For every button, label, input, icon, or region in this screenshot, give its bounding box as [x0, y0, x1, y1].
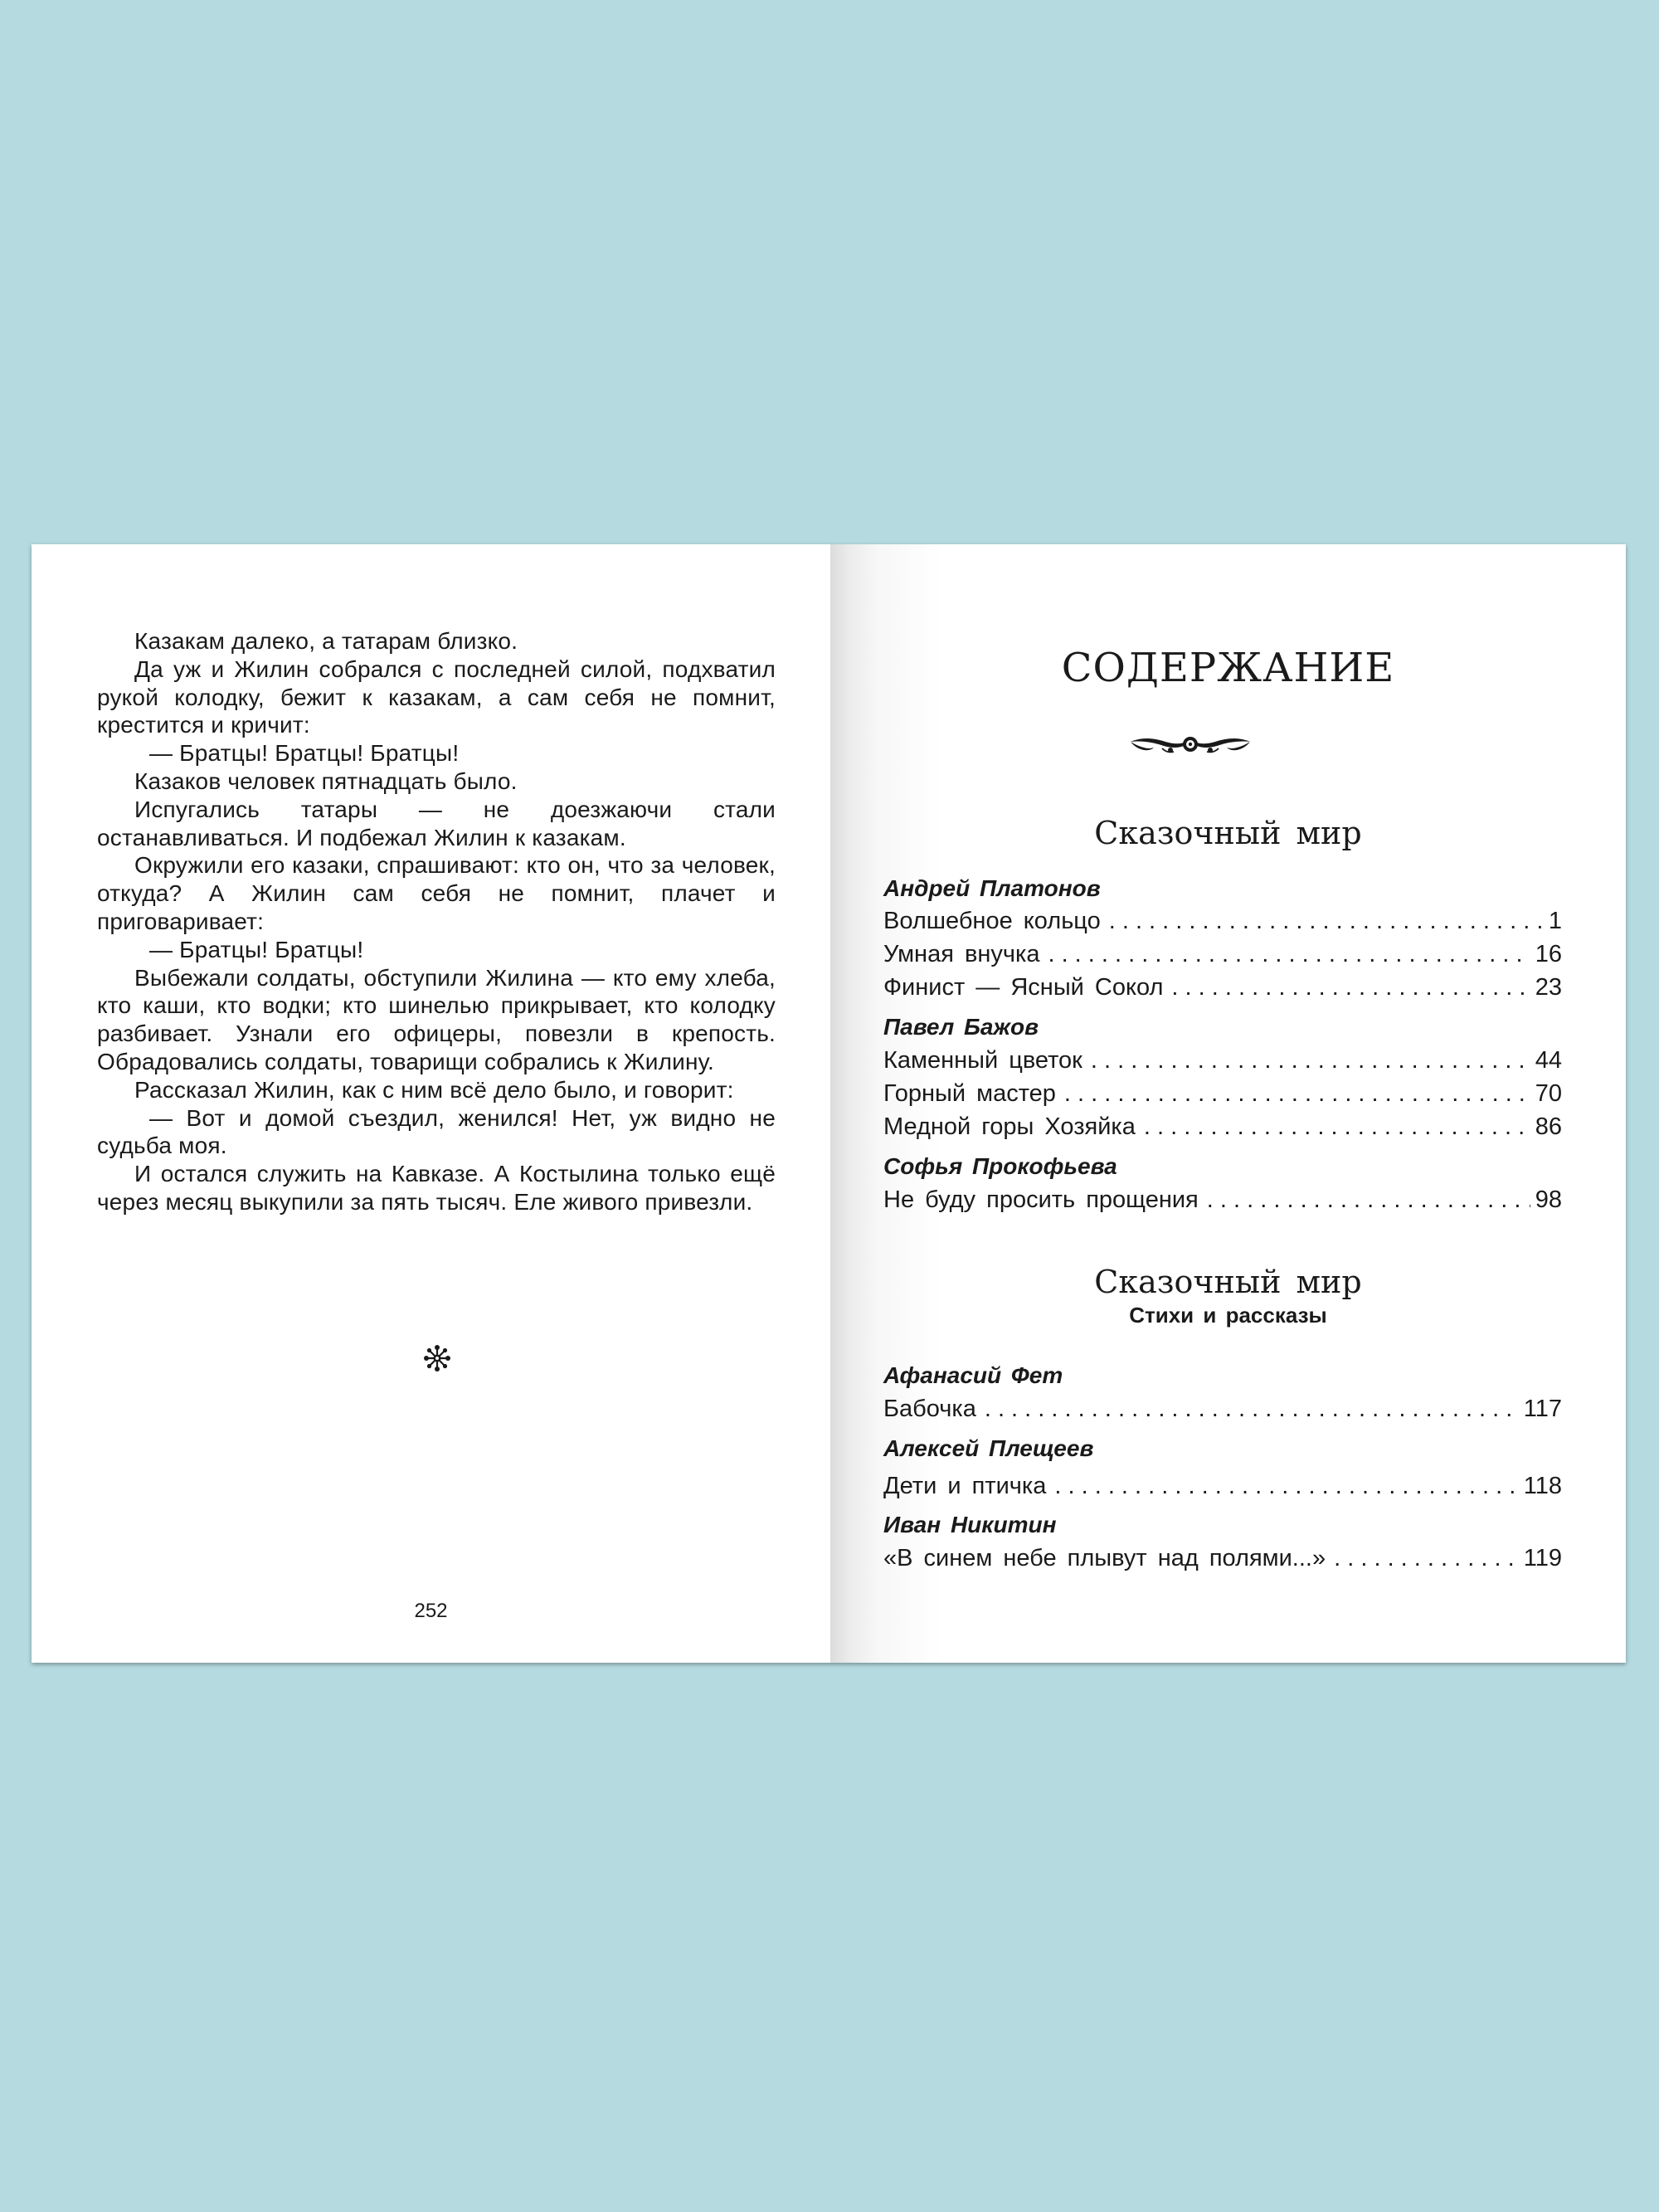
toc-entry[interactable]: [883, 1186, 1562, 1214]
toc-entry-leader: [1064, 1080, 1530, 1108]
toc-entry-title: «В синем небе плывут над полями...»: [883, 1545, 1326, 1571]
story-paragraph: Испугались татары — не доезжаючи стали останавливаться. И подбежал Жилин к казакам.: [97, 796, 776, 850]
toc-entry[interactable]: [883, 1080, 1562, 1108]
toc-entry-page: 1: [1548, 908, 1562, 934]
story-paragraph: — Братцы! Братцы! Братцы!: [149, 740, 460, 767]
toc-entry-title: Финист — Ясный Сокол: [883, 974, 1164, 1001]
toc-title: СОДЕРЖАНИЕ: [1061, 645, 1395, 691]
toc-entry-title: Медной горы Хозяйка: [883, 1113, 1136, 1140]
story-paragraph: Казакам далеко, а татарам близко.: [134, 628, 518, 654]
toc-entry-page: 117: [1523, 1396, 1562, 1422]
toc-entry[interactable]: [883, 941, 1562, 968]
toc-entry-page: 23: [1535, 974, 1562, 1001]
toc-entry-page: 118: [1523, 1473, 1562, 1499]
story-paragraph: — Вот и домой съездил, женился! Нет, уж видно не судьба моя.: [97, 1104, 776, 1159]
author-name: Андрей Платонов: [883, 875, 1101, 901]
story-paragraph: Казаков человек пятнадцать было.: [134, 767, 518, 794]
toc-entry-title: Бабочка: [883, 1396, 976, 1422]
scroll-ornament-icon: [1129, 732, 1252, 757]
story-paragraph: Да уж и Жилин собрался с последней силой, подхватил рукой колодку, бежит к казакам, а сам себя не помнит, крестится и кричит:: [97, 655, 776, 738]
toc-entry[interactable]: [883, 974, 1562, 1001]
author-name: Павел Бажов: [883, 1014, 1039, 1040]
left-page: [32, 544, 830, 1663]
toc-entry-page: 98: [1535, 1186, 1562, 1213]
toc-entry[interactable]: [883, 1473, 1562, 1500]
story-paragraph: Рассказал Жилин, как с ним всё дело было, и говорит:: [134, 1076, 734, 1103]
section-subtitle: Стихи и рассказы: [1129, 1303, 1327, 1328]
author-name: Софья Прокофьева: [883, 1153, 1117, 1179]
toc-entry-leader: [1091, 1047, 1530, 1074]
toc-entry-page: 16: [1535, 941, 1562, 967]
toc-entry-leader: [1048, 941, 1530, 968]
toc-entry-page: 44: [1535, 1047, 1562, 1074]
toc-entry-title: Волшебное кольцо: [883, 908, 1101, 934]
toc-entry-leader: [1171, 974, 1530, 1001]
right-page: [830, 544, 1626, 1663]
story-paragraph: Выбежали солдаты, обступили Жилина — кто ему хлеба, кто каши, кто водки; кто шинелью прикрывает, кто колодку разбивает. Узнали его офицеры, повезли в крепость. Обрадовались солдаты, товарищи собрались к Жилину.: [97, 964, 776, 1074]
author-name: Иван Никитин: [883, 1512, 1057, 1537]
flower-ornament-icon: [423, 1344, 451, 1372]
section-title: Сказочный мир: [1094, 815, 1362, 851]
section-title: Сказочный мир: [1094, 1264, 1362, 1300]
toc-entry-leader: [1144, 1113, 1530, 1141]
author-name: Афанасий Фет: [883, 1362, 1063, 1388]
toc-entry[interactable]: [883, 1047, 1562, 1074]
story-paragraph: — Братцы! Братцы!: [149, 936, 364, 962]
toc-entry-title: Умная внучка: [883, 941, 1040, 967]
toc-entry-page: 86: [1535, 1113, 1562, 1140]
author-name: Алексей Плещеев: [883, 1435, 1094, 1461]
toc-entry[interactable]: [883, 908, 1562, 935]
story-paragraph: И остался служить на Кавказе. А Костылина только ещё через месяц выкупили за пять тысяч. Еле живого привезли.: [97, 1161, 776, 1215]
story-paragraph: Окружили его казаки, спрашивают: кто он, что за человек, откуда? А Жилин сам себя не помнит, плачет и приговаривает:: [97, 852, 776, 934]
toc-entry[interactable]: [883, 1545, 1562, 1572]
toc-entry-title: Не буду просить прощения: [883, 1186, 1199, 1213]
toc-entry[interactable]: [883, 1396, 1562, 1423]
toc-entry-title: Каменный цветок: [883, 1047, 1082, 1074]
toc-entry-leader: [1334, 1545, 1519, 1572]
toc-entry-leader: [985, 1396, 1519, 1423]
toc-entry-leader: [1054, 1473, 1518, 1500]
story-text: [97, 627, 776, 1216]
toc-entry-page: 119: [1523, 1545, 1562, 1571]
toc-entry-page: 70: [1535, 1080, 1562, 1107]
toc-entry[interactable]: [883, 1113, 1562, 1141]
book-spread: [32, 544, 1626, 1663]
toc-entry-leader: [1109, 908, 1544, 935]
toc-entry-title: Горный мастер: [883, 1080, 1056, 1107]
page-number: 252: [414, 1600, 448, 1622]
toc-entry-title: Дети и птичка: [883, 1473, 1047, 1499]
toc-entry-leader: [1207, 1186, 1530, 1214]
